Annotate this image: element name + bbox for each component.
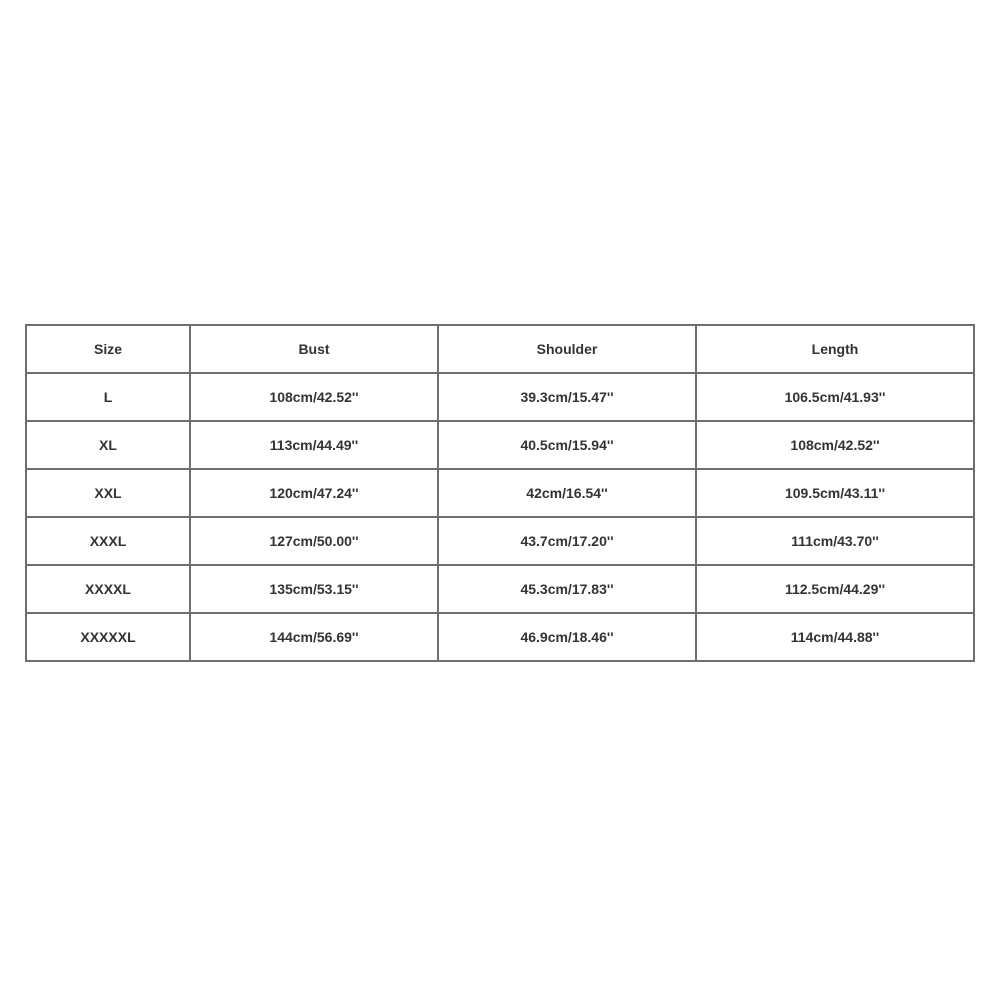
header-bust: Bust bbox=[190, 325, 438, 373]
cell-bust: 144cm/56.69'' bbox=[190, 613, 438, 661]
cell-shoulder: 46.9cm/18.46'' bbox=[438, 613, 696, 661]
cell-length: 114cm/44.88'' bbox=[696, 613, 974, 661]
cell-shoulder: 39.3cm/15.47'' bbox=[438, 373, 696, 421]
header-shoulder: Shoulder bbox=[438, 325, 696, 373]
cell-size: XXL bbox=[26, 469, 190, 517]
cell-size: XXXXXL bbox=[26, 613, 190, 661]
header-length: Length bbox=[696, 325, 974, 373]
cell-bust: 120cm/47.24'' bbox=[190, 469, 438, 517]
cell-shoulder: 45.3cm/17.83'' bbox=[438, 565, 696, 613]
cell-shoulder: 43.7cm/17.20'' bbox=[438, 517, 696, 565]
table-row bbox=[26, 613, 974, 661]
cell-bust: 108cm/42.52'' bbox=[190, 373, 438, 421]
cell-length: 109.5cm/43.11'' bbox=[696, 469, 974, 517]
cell-size: L bbox=[26, 373, 190, 421]
table-row bbox=[26, 565, 974, 613]
table-row bbox=[26, 517, 974, 565]
cell-length: 111cm/43.70'' bbox=[696, 517, 974, 565]
table-header-row bbox=[26, 325, 974, 373]
cell-length: 106.5cm/41.93'' bbox=[696, 373, 974, 421]
cell-size: XXXL bbox=[26, 517, 190, 565]
cell-shoulder: 40.5cm/15.94'' bbox=[438, 421, 696, 469]
table-row bbox=[26, 421, 974, 469]
table-row bbox=[26, 469, 974, 517]
cell-size: XL bbox=[26, 421, 190, 469]
table-row bbox=[26, 373, 974, 421]
cell-bust: 135cm/53.15'' bbox=[190, 565, 438, 613]
cell-length: 112.5cm/44.29'' bbox=[696, 565, 974, 613]
cell-shoulder: 42cm/16.54'' bbox=[438, 469, 696, 517]
cell-size: XXXXL bbox=[26, 565, 190, 613]
header-size: Size bbox=[26, 325, 190, 373]
cell-length: 108cm/42.52'' bbox=[696, 421, 974, 469]
cell-bust: 127cm/50.00'' bbox=[190, 517, 438, 565]
size-chart-table bbox=[25, 324, 975, 662]
cell-bust: 113cm/44.49'' bbox=[190, 421, 438, 469]
